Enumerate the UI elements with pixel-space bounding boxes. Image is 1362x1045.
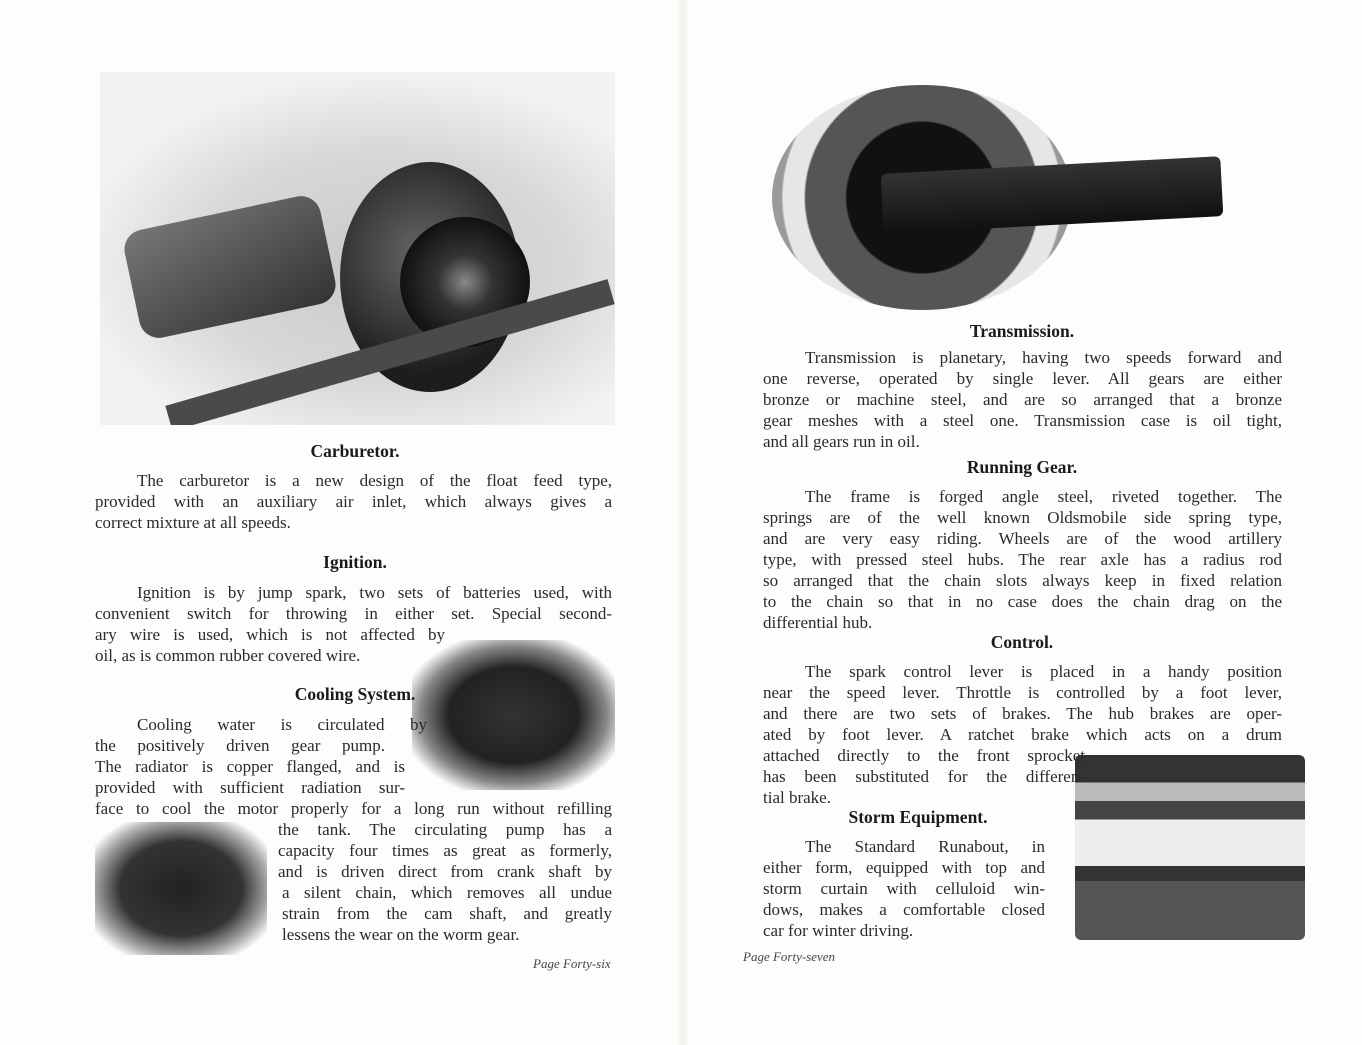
book-gutter — [676, 0, 690, 1045]
text-line: Ignition is by jump spark, two sets of batteries used, with — [137, 583, 612, 602]
text-line: Transmission is planetary, having two speeds forward and — [805, 348, 1282, 367]
paragraph-ignition — [95, 582, 612, 666]
text-line: storm curtain with celluloid win- — [763, 879, 1045, 898]
text-line: and are very easy riding. Wheels are of the wood artillery — [763, 529, 1282, 548]
text-line: bronze or machine steel, and are so arranged that a bronze — [763, 390, 1282, 409]
text-line: oil, as is common rubber covered wire. — [95, 646, 361, 665]
paragraph-cooling-system — [95, 714, 612, 945]
text-line: strain from the cam shaft, and greatly — [282, 904, 612, 923]
text-line: type, with pressed steel hubs. The rear axle has a radius rod — [763, 550, 1282, 569]
paragraph-transmission — [763, 347, 1282, 452]
text-line: and is driven direct from crank shaft by — [278, 862, 612, 881]
text-line: Cooling water is circulated by — [137, 715, 427, 734]
heading-storm-equipment: Storm Equipment. — [848, 807, 988, 827]
paragraph-control — [763, 661, 1282, 808]
text-line: attached directly to the front sprocket — [763, 746, 1085, 765]
text-line: either form, equipped with top and — [763, 858, 1045, 877]
text-line: and there are two sets of brakes. The hub brakes are oper- — [763, 704, 1282, 723]
text-line: The Standard Runabout, in — [805, 837, 1045, 856]
text-line: and all gears run in oil. — [763, 432, 920, 451]
engine-block-shape — [121, 192, 339, 341]
text-line: tial brake. — [763, 788, 831, 807]
text-line: correct mixture at all speeds. — [95, 513, 291, 532]
carburetor-engine-illustration — [100, 72, 615, 425]
text-line: The carburetor is a new design of the float feed type, — [137, 471, 612, 490]
text-line: the positively driven gear pump. — [95, 736, 385, 755]
text-line: so arranged that the chain slots always keep in fixed relation — [763, 571, 1282, 590]
text-line: face to cool the motor properly for a long run without refilling — [95, 799, 612, 818]
text-line: the tank. The circulating pump has a — [278, 820, 612, 839]
text-line: dows, makes a comfortable closed — [763, 900, 1045, 919]
text-line: lessens the wear on the worm gear. — [282, 925, 520, 944]
text-line: near the speed lever. Throttle is controlled by a foot lever, — [763, 683, 1282, 702]
heading-carburetor: Carburetor. — [310, 441, 400, 461]
transmission-cutaway-illustration — [772, 85, 1232, 310]
text-line: differential hub. — [763, 613, 873, 632]
page-number-right: Page Forty-seven — [743, 949, 836, 964]
text-line: The frame is forged angle steel, riveted together. The — [805, 487, 1282, 506]
paragraph-running-gear — [763, 486, 1282, 633]
heading-control: Control. — [990, 632, 1054, 652]
heading-ignition: Ignition. — [323, 552, 387, 572]
text-line: a silent chain, which removes all undue — [282, 883, 612, 902]
paragraph-carburetor — [95, 470, 612, 533]
text-line: provided with sufficient radiation sur- — [95, 778, 405, 797]
heading-cooling-system: Cooling System. — [294, 684, 416, 704]
text-line: convenient switch for throwing in either set. Special second- — [95, 604, 612, 623]
text-line: ary wire is used, which is not affected by — [95, 625, 445, 644]
text-line: car for winter driving. — [763, 921, 914, 940]
heading-transmission: Transmission. — [969, 321, 1075, 341]
text-line: gear meshes with a steel one. Transmission case is oil tight, — [763, 411, 1282, 430]
text-line: ated by foot lever. A ratchet brake which acts on a drum — [763, 725, 1282, 744]
page-number-left: Page Forty-six — [533, 956, 611, 971]
text-line: springs are of the well known Oldsmobile side spring type, — [763, 508, 1282, 527]
text-line: provided with an auxiliary air inlet, which always gives a — [95, 492, 612, 511]
text-line: capacity four times as great as formerly, — [278, 841, 612, 860]
text-line: one reverse, operated by single lever. All gears are either — [763, 369, 1282, 388]
heading-running-gear: Running Gear. — [966, 457, 1078, 477]
text-line: The radiator is copper flanged, and is — [95, 757, 405, 776]
text-line: to the chain so that in no case does the chain drag on the — [763, 592, 1282, 611]
text-line: has been substituted for the differen- — [763, 767, 1085, 786]
text-line: The spark control lever is placed in a handy position — [805, 662, 1282, 681]
paragraph-storm-equipment — [763, 836, 1045, 941]
